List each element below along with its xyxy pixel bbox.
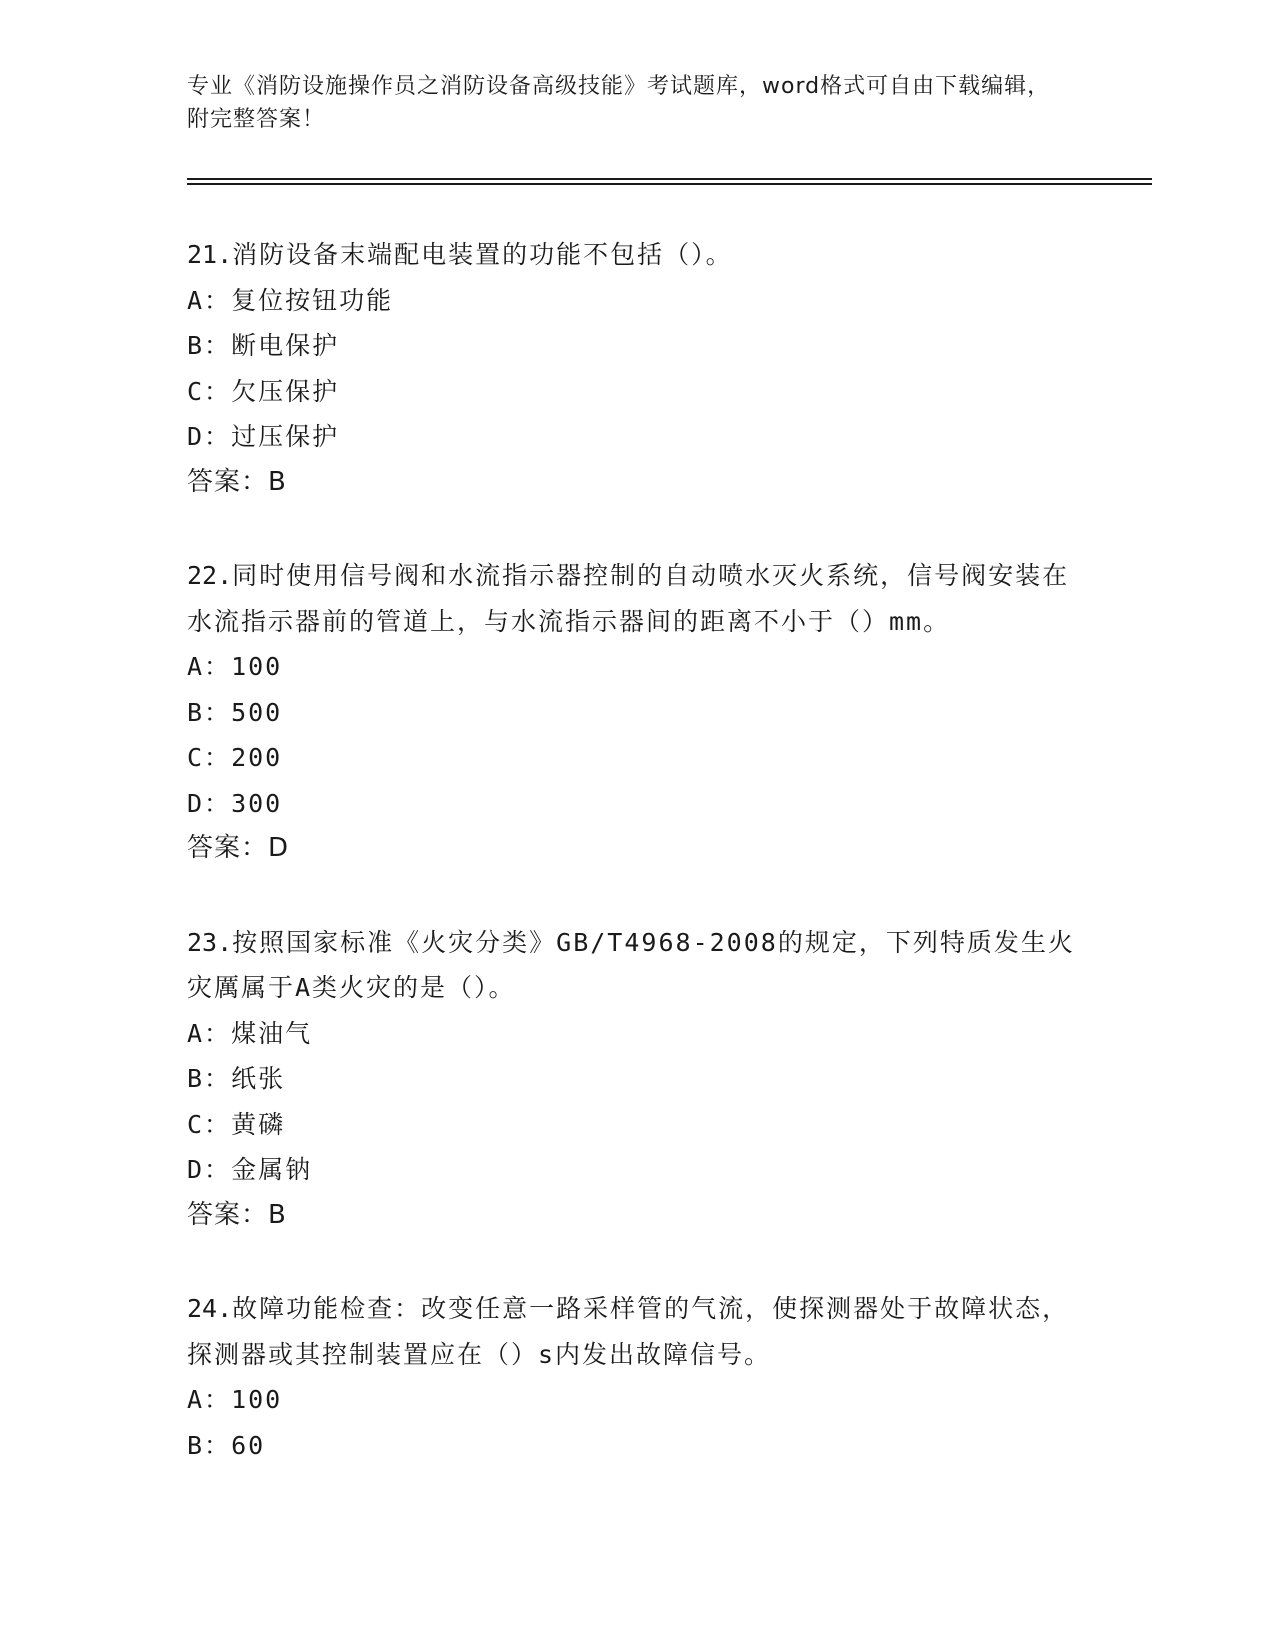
option-key: C： xyxy=(187,376,232,406)
option-text: 500 xyxy=(231,697,283,727)
option-a xyxy=(187,644,1087,690)
option-c xyxy=(187,369,1087,415)
question-number: 24. xyxy=(187,1294,233,1323)
answer-line: 答案：B xyxy=(187,1199,287,1230)
question-text: 按照国家标准《火灾分类》GB/T4968-2008的规定，下列特质发生火灾厲属于A类火灾的是（）。 xyxy=(187,927,1075,1002)
option-text: 300 xyxy=(231,788,283,818)
option-key: A： xyxy=(187,1018,232,1048)
option-key: D： xyxy=(187,1155,232,1184)
question-text: 同时使用信号阀和水流指示器控制的自动喷水灭火系统，信号阀安装在水流指示器前的管道上，与水流指示器间的距离不小于（）mm。 xyxy=(187,561,1070,636)
option-c xyxy=(187,1102,1087,1148)
question-stem xyxy=(187,1286,1087,1377)
option-text: 欠压保护 xyxy=(231,376,340,406)
option-key: D： xyxy=(187,422,232,451)
option-text: 100 xyxy=(231,1385,283,1414)
option-text: 纸张 xyxy=(231,1064,286,1093)
option-key: C： xyxy=(187,1109,232,1139)
option-text: 金属钠 xyxy=(231,1155,313,1184)
question-24 xyxy=(187,1286,1087,1468)
option-text: 200 xyxy=(231,743,283,772)
header-text: 专业《消防设施操作员之消防设备高级技能》考试题库，word格式可自由下载编辑，附完整答案！ xyxy=(187,74,1051,132)
answer-line: 答案：B xyxy=(187,466,287,497)
option-d xyxy=(187,414,1087,460)
option-c xyxy=(187,735,1087,781)
document-header xyxy=(187,70,1067,136)
question-stem xyxy=(187,232,1087,278)
option-b xyxy=(187,1056,1087,1102)
option-text: 煤油气 xyxy=(231,1018,313,1048)
option-a xyxy=(187,1011,1087,1057)
option-text: 断电保护 xyxy=(231,331,340,360)
option-key: A： xyxy=(187,652,232,681)
question-21 xyxy=(187,232,1087,505)
header-rule-top xyxy=(187,178,1152,180)
question-number: 23. xyxy=(187,927,233,957)
question-text: 故障功能检查：改变任意一路采样管的气流，使探测器处于故障状态，探测器或其控制装置应在（）s内发出故障信号。 xyxy=(187,1294,1070,1369)
option-key: A： xyxy=(187,285,232,315)
question-number: 21. xyxy=(187,240,233,269)
option-text: 复位按钮功能 xyxy=(231,285,394,315)
option-key: B： xyxy=(187,331,232,360)
option-key: B： xyxy=(187,1064,232,1093)
option-b xyxy=(187,690,1087,736)
question-22 xyxy=(187,553,1087,872)
option-key: D： xyxy=(187,788,232,818)
option-text: 60 xyxy=(231,1430,266,1460)
option-a xyxy=(187,1377,1087,1423)
option-key: B： xyxy=(187,697,232,727)
answer-line: 答案：D xyxy=(187,833,290,863)
question-stem xyxy=(187,920,1087,1011)
question-stem xyxy=(187,553,1087,644)
option-text: 100 xyxy=(231,652,283,681)
question-text: 消防设备末端配电装置的功能不包括（）。 xyxy=(232,240,733,269)
question-list xyxy=(187,232,1087,1516)
option-text: 黄磷 xyxy=(231,1109,286,1139)
option-b xyxy=(187,323,1087,369)
option-key: C： xyxy=(187,743,232,772)
header-rule-bottom xyxy=(187,183,1152,185)
option-d xyxy=(187,781,1087,827)
question-23 xyxy=(187,920,1087,1239)
option-d xyxy=(187,1147,1087,1193)
option-a xyxy=(187,278,1087,324)
option-key: B： xyxy=(187,1430,232,1460)
option-b xyxy=(187,1423,1087,1469)
question-number: 22. xyxy=(187,561,233,590)
option-key: A： xyxy=(187,1385,232,1414)
option-text: 过压保护 xyxy=(231,422,340,451)
